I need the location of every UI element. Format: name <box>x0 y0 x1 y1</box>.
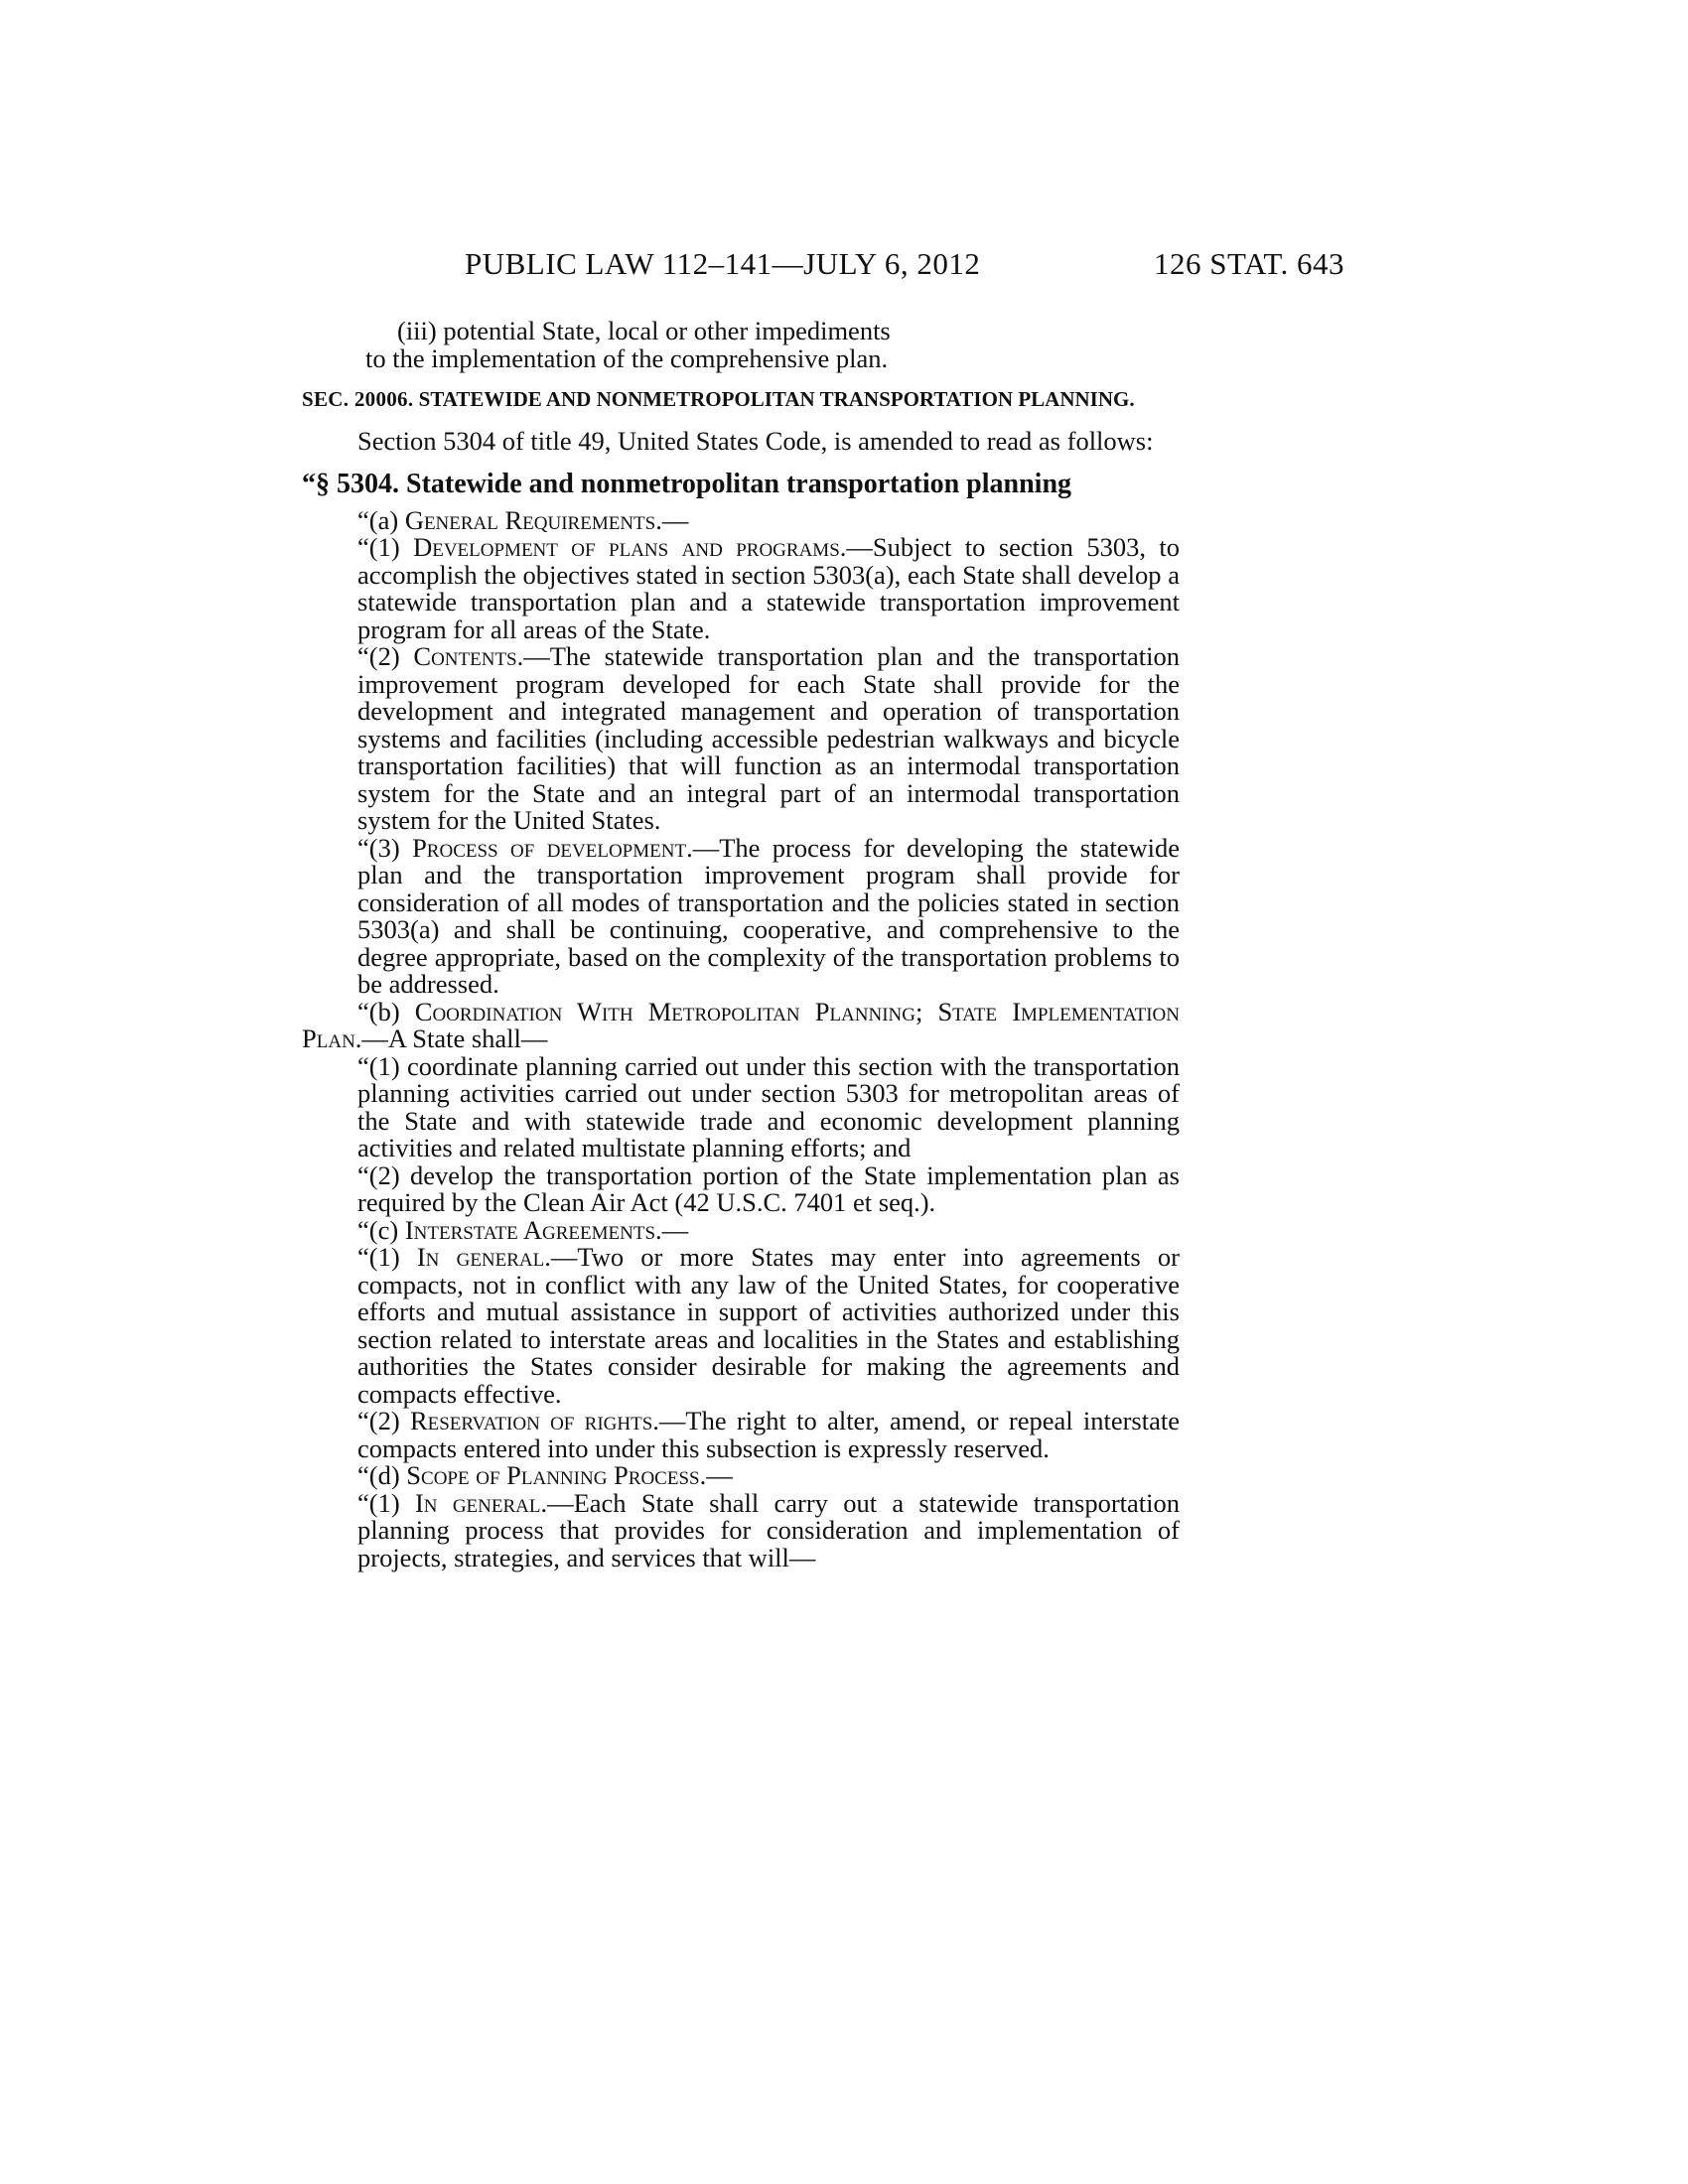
paragraph-c1-prefix: “(1) <box>357 1242 417 1272</box>
paragraph-d1-body: —Each State shall carry out a statewide transportation planning process that provides for consideration and implementation of projects, strategies, and services that will— <box>357 1487 1180 1572</box>
paragraph-a2-body: —The statewide transportation plan and the transportation improvement program developed for each State shall provide for the development and integrated management and operation of transportation systems and facilities (including accessible pedestrian walkways and bicycle transportation facilities) that will function as an intermodal transportation system for the State and an integral part of an intermodal transportation system for the United States. <box>357 641 1180 835</box>
paragraph-b1-text: “(1) coordinate planning carried out under this section with the transportation planning activities carried out under section 5303 for metropolitan areas of the State and with statewide trade and economic development planning activities and related multistate planning efforts; and <box>357 1050 1180 1162</box>
subsection-d-title: Scope of Planning Process.— <box>406 1460 733 1490</box>
paragraph-a2 <box>302 643 1180 835</box>
paragraph-c2-text <box>357 1408 1180 1462</box>
section-5304-heading: “§ 5304. Statewide and nonmetropolitan transportation planning <box>302 468 1072 499</box>
subsection-a-heading <box>302 504 1180 535</box>
amendment-paragraph: Section 5304 of title 49, United States Code, is amended to read as follows: <box>357 426 1154 456</box>
paragraph-c2-body: —The right to alter, amend, or repeal interstate compacts entered into under this subsection is expressly reserved. <box>357 1406 1180 1463</box>
paragraph-a2-prefix: “(2) <box>357 641 414 671</box>
running-header-page: 126 STAT. 643 <box>1154 246 1345 281</box>
running-header-law: PUBLIC LAW 112–141—JULY 6, 2012 <box>465 246 981 281</box>
paragraph-d1 <box>302 1487 1180 1572</box>
paragraph-a1-text <box>357 534 1180 643</box>
paragraph-a3-text <box>357 832 1180 999</box>
paragraph-c1-text <box>357 1244 1180 1408</box>
clause-iii-line1: (iii) potential State, local or other impediments <box>397 316 891 345</box>
paragraph-d1-prefix: “(1) <box>357 1487 415 1518</box>
document-body <box>302 318 1180 1571</box>
section-heading <box>302 386 1180 412</box>
subsection-b-body: —A State shall— <box>361 1024 548 1053</box>
paragraph-c1-body: —Two or more States may enter into agreements or compacts, not in conflict with any law of the United States, for cooperative efforts and mutual assistance in support of activities authorized under this section related to interstate areas and localities in the States and establishing authorities the States consider desirable for making the agreements and compacts effective. <box>357 1242 1180 1409</box>
subsection-b-heading <box>302 996 1180 1053</box>
subsection-a-prefix: “(a) <box>357 504 405 535</box>
subsection-c-heading <box>302 1214 1180 1245</box>
subsection-b-title: Coordination With Metropolitan Planning; State Implementation Plan. <box>302 996 1180 1053</box>
paragraph-a3-body: —The process for developing the statewide plan and the transportation improvement program shall provide for consideration of all modes of transportation and the policies stated in section 5303(a) and shall be continuing, cooperative, and comprehensive to the degree appropriate, based on the complexity of the transportation problems to be addressed. <box>357 832 1180 999</box>
paragraph-a3-heading: Process of development. <box>412 832 693 863</box>
paragraph-d1-text <box>357 1487 1180 1572</box>
paragraph-a2-heading: Contents. <box>413 641 524 671</box>
subsection-d-prefix: “(d) <box>357 1460 407 1490</box>
subsection-c-title: Interstate Agreements.— <box>404 1214 689 1245</box>
paragraph-c1 <box>302 1244 1180 1408</box>
subsection-c-prefix: “(c) <box>357 1214 405 1245</box>
paragraph-a1-body: —Subject to section 5303, to accomplish the objectives stated in section 5303(a), each State shall develop a statewide transportation plan and a statewide transportation improvement program for all areas of the State. <box>357 532 1180 644</box>
paragraph-d1-heading: In general. <box>414 1487 548 1518</box>
clause-iii <box>302 318 1180 372</box>
paragraph-a1 <box>302 534 1180 643</box>
paragraph-a1-prefix: “(1) <box>357 532 414 562</box>
paragraph-b2 <box>302 1162 1180 1217</box>
paragraph-b2-text: “(2) develop the transportation portion of the State implementation plan as required by the Clean Air Act (42 U.S.C. 7401 et seq.). <box>357 1160 1180 1217</box>
paragraph-c1-heading: In general. <box>416 1242 551 1272</box>
section-title: STATEWIDE AND NONMETROPOLITAN TRANSPORTATION PLANNING. <box>418 387 1135 411</box>
paragraph-c2-heading: Reservation of rights. <box>409 1406 659 1435</box>
paragraph-c2 <box>302 1408 1180 1462</box>
paragraph-a1-heading: Development of plans and programs. <box>413 532 847 562</box>
paragraph-c2-prefix: “(2) <box>357 1406 410 1435</box>
paragraph-a2-text <box>357 643 1180 835</box>
subsection-a-title: General Requirements.— <box>404 504 689 535</box>
subsection-d-heading <box>302 1462 1180 1490</box>
subsection-b-prefix: “(b) <box>357 996 415 1026</box>
section-number: SEC. 20006. <box>302 387 414 411</box>
clause-iii-line2: to the implementation of the comprehensive plan. <box>365 342 889 373</box>
paragraph-a3 <box>302 832 1180 999</box>
paragraph-b1 <box>302 1050 1180 1162</box>
paragraph-a3-prefix: “(3) <box>357 832 413 863</box>
